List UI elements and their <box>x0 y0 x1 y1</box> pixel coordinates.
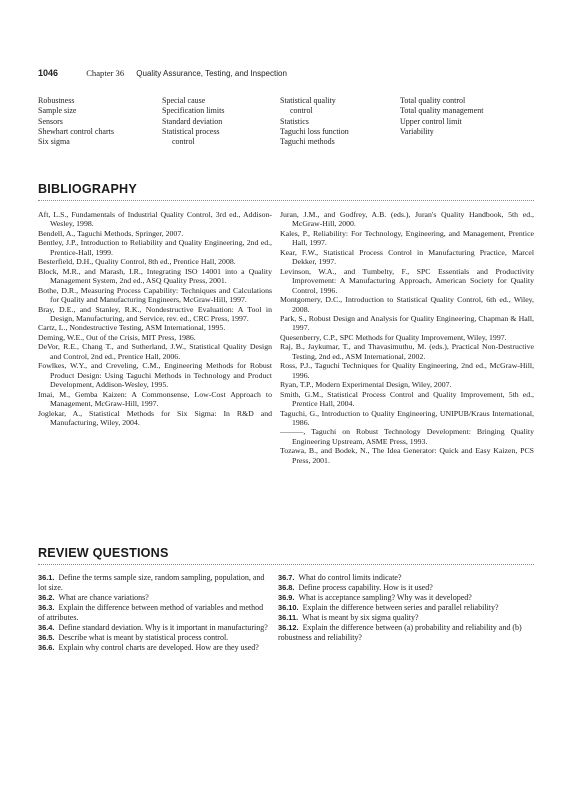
bibliography-entry: Levinson, W.A., and Tumbelty, F., SPC Essentials and Productivity Improvement: A Manufacturing Approach, American Society for Quality Control, 1996. <box>280 266 534 295</box>
review-question <box>278 593 534 603</box>
key-term: Taguchi methods <box>280 137 335 147</box>
key-term: Specification limits <box>162 106 225 116</box>
key-term: Robustness <box>38 96 75 105</box>
review-question <box>278 573 534 583</box>
question-text: Explain the difference between method of variables and method of attributes. <box>38 603 264 623</box>
bibliography-entry: Quesenberry, C.P., SPC Methods for Quality Improvement, Wiley, 1997. <box>280 332 507 342</box>
question-number: 36.8. <box>278 583 295 593</box>
bibliography-entry: Tozawa, B., and Bodek, N., The Idea Generator: Quick and Easy Kaizen, PCS Press, 2001. <box>280 446 534 465</box>
question-number: 36.2. <box>38 593 55 603</box>
key-term: control <box>172 137 195 147</box>
bibliography-entry: Kales, P., Reliability: For Technology, Engineering, and Management, Prentice Hall, 1997. <box>280 228 534 248</box>
key-terms-column-1 <box>38 96 114 147</box>
bibliography-entry: Deming, W.E., Out of the Crisis, MIT Press, 1986. <box>38 332 196 342</box>
chapter-title: Quality Assurance, Testing, and Inspection <box>136 69 287 78</box>
bibliography-entry: Besterfield, D.H., Quality Control, 8th ed., Prentice Hall, 2008. <box>38 257 236 267</box>
key-term: Taguchi loss function <box>280 126 349 136</box>
question-text: What do control limits indicate? <box>298 573 402 582</box>
bibliography-entry: Ross, P.J., Taguchi Techniques for Quality Engineering, 2nd ed., McGraw-Hill, 1996. <box>280 361 534 380</box>
question-text: Define the terms sample size, random sampling, population, and lot size. <box>38 573 265 593</box>
question-number: 36.1. <box>38 573 55 582</box>
bibliography-entry: Kear, F.W., Statistical Process Control in Manufacturing Practice, Marcel Dekker, 1997. <box>280 247 534 267</box>
bibliography-entry: Cartz, L., Nondestructive Testing, ASM International, 1995. <box>38 323 226 333</box>
question-text: Define standard deviation. Why is it important in manufacturing? <box>58 623 268 633</box>
bibliography-entry: Juran, J.M., and Godfrey, A.B. (eds.), Juran's Quality Handbook, 5th ed., McGraw-Hill, 2000. <box>280 210 534 229</box>
bibliography-entry: Park, S., Robust Design and Analysis for Quality Engineering, Chapman & Hall, 1997. <box>280 313 534 333</box>
bibliography-entry: Taguchi, G., Introduction to Quality Engineering, UNIPUB/Kraus International, 1986. <box>280 408 534 427</box>
key-term: Total quality management <box>400 106 484 116</box>
key-term: Statistics <box>280 116 309 126</box>
key-term: Upper control limit <box>400 116 462 126</box>
bibliography-entry: Bendell, A., Taguchi Methods, Springer, 2007. <box>38 228 184 238</box>
key-term: Shewhart control charts <box>38 126 114 136</box>
bibliography-column-left <box>38 210 272 427</box>
running-head <box>38 68 533 78</box>
question-number: 36.4. <box>38 623 55 633</box>
review-questions-heading: REVIEW QUESTIONS <box>38 546 169 560</box>
key-terms-column-4 <box>400 96 483 137</box>
review-question <box>278 603 534 613</box>
bibliography-entry: ———, Taguchi on Robust Technology Development: Bringing Quality Engineering Upstream, ASME Press, 1993. <box>280 427 534 446</box>
review-question <box>38 623 270 633</box>
bibliography-column-right <box>280 210 534 465</box>
review-question <box>38 593 270 603</box>
bibliography-entry: Aft, L.S., Fundamentals of Industrial Quality Control, 3rd ed., Addison-Wesley, 1998. <box>38 210 272 229</box>
chapter-label: Chapter 36 <box>86 68 125 78</box>
key-term: Standard deviation <box>162 116 223 126</box>
bibliography-entry: Imai, M., Gemba Kaizen: A Commonsense, Low-Cost Approach to Management, McGraw-Hill, 1997. <box>38 389 272 409</box>
question-text: Describe what is meant by statistical process control. <box>58 633 229 643</box>
question-number: 36.6. <box>38 643 55 653</box>
bibliography-entry: Montgomery, D.C., Introduction to Statistical Quality Control, 6th ed., Wiley, 2008. <box>280 295 534 314</box>
review-questions-rule <box>38 564 534 565</box>
review-question <box>278 583 534 593</box>
review-question <box>278 623 534 643</box>
key-term: Total quality control <box>400 96 466 105</box>
key-term: Special cause <box>162 96 206 105</box>
question-number: 36.9. <box>278 593 295 603</box>
question-number: 36.10. <box>278 603 299 613</box>
key-term: Variability <box>400 126 434 136</box>
page-number: 1046 <box>38 68 59 78</box>
bibliography-entry: Bray, D.E., and Stanley, R.K., Nondestructive Evaluation: A Tool in Design, Manufacturing, and Service, rev. ed., CRC Press, 1997. <box>38 304 272 323</box>
key-terms-column-3 <box>280 96 349 147</box>
question-number: 36.12. <box>278 623 299 633</box>
question-number: 36.3. <box>38 603 55 613</box>
key-term: Six sigma <box>38 137 70 147</box>
question-text: What is acceptance sampling? Why was it developed? <box>298 593 472 603</box>
question-text: What is meant by six sigma quality? <box>302 613 419 623</box>
bibliography-entry: DeVor, R.E., Chang T., and Sutherland, J.W., Statistical Quality Design and Control, 2nd ed., Prentice Hall, 2006. <box>38 342 272 361</box>
question-number: 36.5. <box>38 633 55 643</box>
bibliography-entry: Block, M.R., and Marash, I.R., Integrating ISO 14001 into a Quality Management System, 2nd ed., ASQ Quality Press, 2001. <box>38 266 272 286</box>
bibliography-entry: Bothe, D.R., Measuring Process Capability: Techniques and Calculations for Quality and Manufacturing Engineers, McGraw-Hill, 1997. <box>38 285 272 305</box>
question-text: Explain why control charts are developed. How are they used? <box>58 643 259 653</box>
question-text: What are chance variations? <box>58 593 149 603</box>
review-question <box>38 573 270 593</box>
review-question <box>38 633 270 643</box>
key-term: Statistical process <box>162 126 220 136</box>
review-questions-column-left <box>38 573 270 653</box>
key-term: Sensors <box>38 116 63 126</box>
bibliography-entry: Bentley, J.P., Introduction to Reliability and Quality Engineering, 2nd ed., Prentice-Hall, 1999. <box>38 238 272 257</box>
question-text: Explain the difference between (a) probability and reliability and (b) robustness and reliability? <box>278 623 522 643</box>
question-text: Define process capability. How is it used? <box>298 583 433 593</box>
bibliography-rule <box>38 200 534 201</box>
review-question <box>278 613 534 623</box>
question-number: 36.7. <box>278 573 295 582</box>
key-term: Statistical quality <box>280 96 336 105</box>
bibliography-entry: Joglekar, A., Statistical Methods for Six Sigma: In R&D and Manufacturing, Wiley, 2004. <box>38 408 272 427</box>
bibliography-entry: Ryan, T.P., Modern Experimental Design, Wiley, 2007. <box>280 380 452 390</box>
review-questions-column-right <box>278 573 534 643</box>
review-question <box>38 643 270 653</box>
question-number: 36.11. <box>278 613 299 623</box>
review-question <box>38 603 270 623</box>
question-text: Explain the difference between series and parallel reliability? <box>302 603 499 613</box>
bibliography-entry: Fowlkes, W.Y., and Creveling, C.M., Engineering Methods for Robust Product Design: Using Taguchi Methods in Technology and Product Development, Addison-Wesley, 1995. <box>38 361 272 390</box>
key-terms-column-2 <box>162 96 224 147</box>
bibliography-entry: Raj, B., Jaykumar, T., and Thavasimuthu, M. (eds.), Practical Non-Destructive Testing, 2nd ed., ASM International, 2002. <box>280 342 534 361</box>
key-term: Sample size <box>38 106 77 116</box>
bibliography-entry: Smith, G.M., Statistical Process Control and Quality Improvement, 5th ed., Prentice Hall, 2004. <box>280 389 534 409</box>
bibliography-heading: BIBLIOGRAPHY <box>38 182 137 196</box>
key-term: control <box>290 106 313 116</box>
